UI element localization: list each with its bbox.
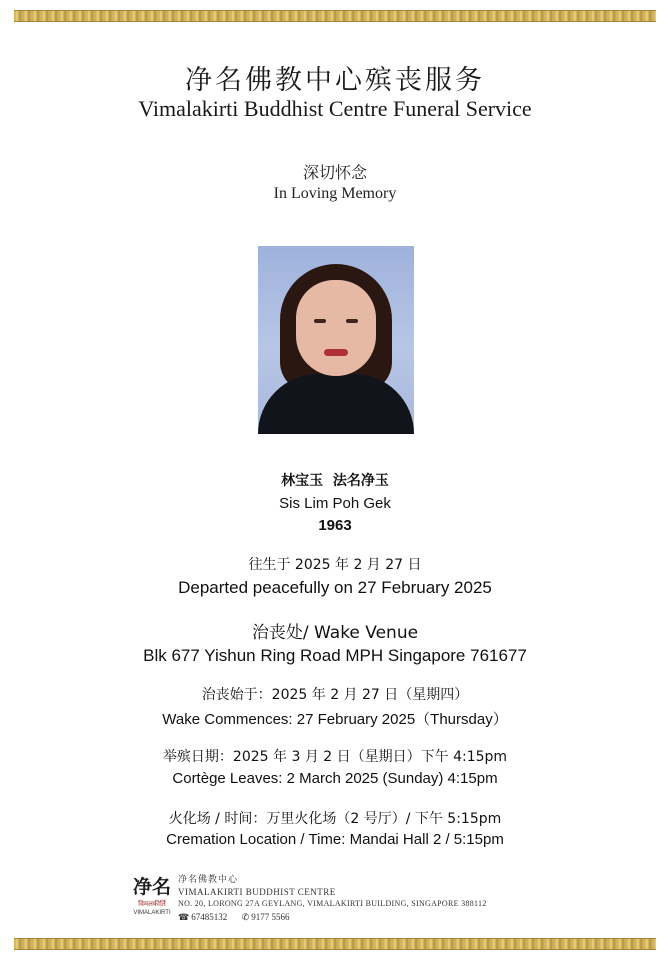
mobile-phone-icon: ✆: [241, 913, 250, 923]
footer-phone[interactable]: 67485132: [191, 912, 228, 922]
footer-centre-name-chinese: 净名佛教中心: [178, 875, 239, 885]
logo-mark: 净名: [132, 876, 171, 898]
cremation-english: Cremation Location / Time: Mandai Hall 2 / 5:15pm: [166, 831, 504, 848]
cremation-chinese: 火化场 / 时间：万里火化场（2 号厅）/ 下午 5:15pm: [168, 811, 502, 827]
footer-contact-block: [178, 874, 538, 925]
memorial-heading-english: In Loving Memory: [273, 185, 397, 202]
wake-venue-label: 治丧处/ Wake Venue: [251, 623, 419, 643]
top-gold-border: [14, 10, 656, 22]
portrait-face: [296, 280, 376, 376]
portrait-photo: [258, 246, 414, 434]
phone-icon: ☎: [178, 913, 190, 923]
wake-commences-chinese: 治丧始于：2025 年 2 月 27 日（星期四）: [201, 687, 469, 703]
bottom-gold-border: [14, 938, 656, 950]
portrait-clothing: [258, 374, 414, 434]
cortege-english: Cortège Leaves: 2 March 2025 (Sunday) 4:15pm: [172, 770, 498, 787]
memorial-heading-chinese: 深切怀念: [302, 163, 367, 182]
portrait-lips: [324, 349, 348, 356]
footer-mobile[interactable]: 9177 5566: [251, 912, 290, 922]
deceased-name-chinese: 林宝玉 法名净玉: [281, 473, 389, 489]
footer-centre-name-english: VIMALAKIRTI BUDDHIST CENTRE: [178, 887, 336, 897]
deceased-name-english: Sis Lim Poh Gek: [279, 495, 391, 512]
cortege-chinese: 举殡日期：2025 年 3 月 2 日（星期日）下午 4:15pm: [162, 749, 508, 765]
logo-sub-script: विमलकीर्ति: [138, 900, 166, 908]
wake-venue-address: Blk 677 Yishun Ring Road MPH Singapore 761677: [143, 646, 527, 665]
centre-logo: [130, 874, 174, 924]
departure-date-chinese: 往生于 2025 年 2 月 27 日: [248, 557, 422, 573]
organization-name-english: Vimalakirti Buddhist Centre Funeral Service: [138, 96, 532, 121]
wake-commences-english: Wake Commences: 27 February 2025（Thursday）: [162, 711, 508, 728]
portrait-eye-left: [314, 319, 326, 323]
logo-sub-english: VIMALAKIRTI: [133, 910, 171, 916]
departure-date-english: Departed peacefully on 27 February 2025: [178, 578, 492, 597]
footer-address: NO. 20, LORONG 27A GEYLANG, VIMALAKIRTI BUILDING, SINGAPORE 388112: [178, 899, 487, 908]
birth-year: 1963: [318, 517, 352, 534]
portrait-eye-right: [346, 319, 358, 323]
organization-name-chinese: 净名佛教中心殡丧服务: [185, 65, 485, 96]
footer-contact-line: [178, 910, 538, 925]
